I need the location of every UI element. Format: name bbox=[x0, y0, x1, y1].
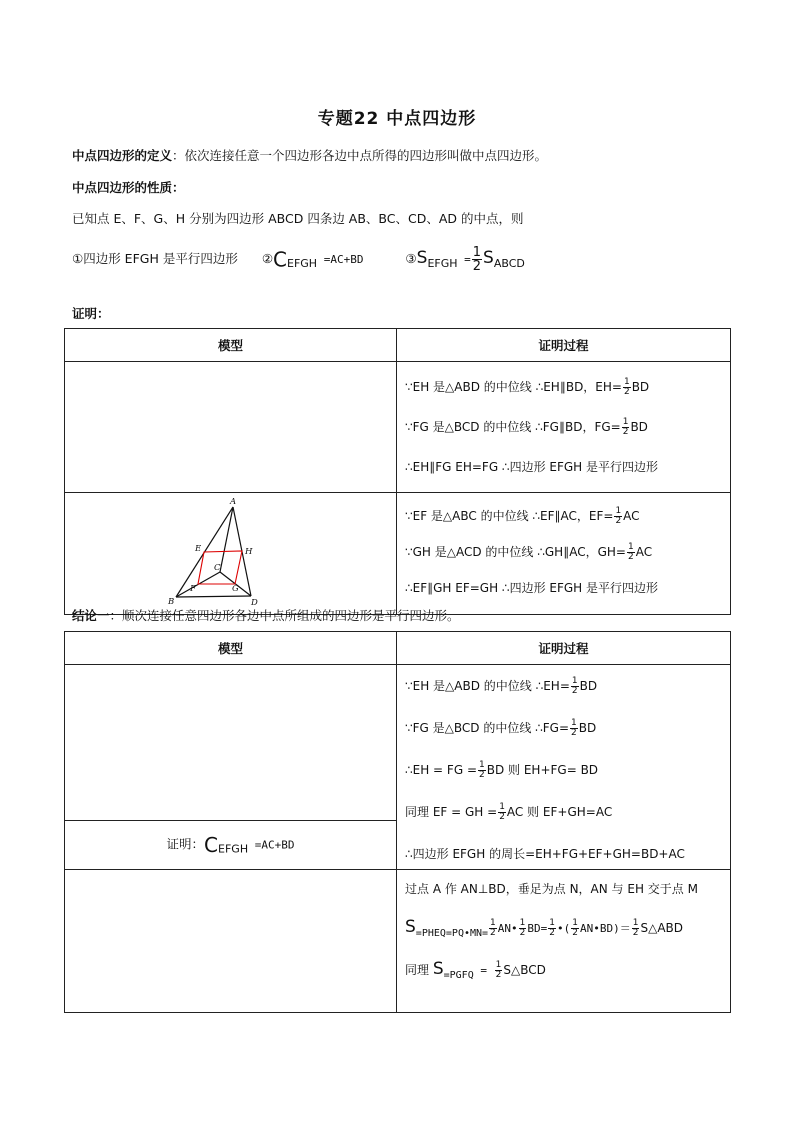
frac-num: 1 bbox=[571, 676, 578, 686]
math-text: AN• bbox=[497, 922, 518, 935]
frac-den: 2 bbox=[479, 770, 485, 780]
proof-text: 同理 EF = GH = bbox=[405, 805, 498, 819]
frac-num: 1 bbox=[571, 718, 577, 728]
proof-label: 证明： bbox=[72, 306, 110, 321]
frac-den: 2 bbox=[615, 516, 622, 526]
proof-text: BD 则 EH+FG= BD bbox=[486, 763, 599, 777]
proof-line bbox=[405, 537, 730, 573]
area-symbol: S bbox=[405, 917, 416, 937]
proof-text: ∴EH = FG = bbox=[405, 763, 477, 777]
model-figure-cell bbox=[65, 493, 397, 615]
perimeter-subscript: EFGH bbox=[218, 842, 249, 856]
perimeter-claim-cell bbox=[65, 820, 397, 869]
label-f: F bbox=[190, 584, 196, 594]
frac-num: 1 bbox=[623, 377, 630, 387]
model-cell-empty bbox=[65, 362, 397, 493]
proof-text: ∴EH∥FG EH=FG ∴四边形 EFGH 是平行四边形 bbox=[405, 460, 659, 474]
math-text: 同理 bbox=[405, 963, 433, 977]
frac-den: 2 bbox=[490, 928, 496, 938]
half-fraction bbox=[472, 246, 482, 273]
frac-num: 1 bbox=[572, 918, 578, 928]
conclusion-text: ：顺次连接任意四边形各边中点所组成的四边形是平行四边形。 bbox=[109, 608, 460, 623]
frac-num: 1 bbox=[499, 802, 505, 812]
half-fraction bbox=[623, 378, 631, 397]
proof-text: ∵EH 是△ABD 的中位线 ∴EH∥BD，EH= bbox=[405, 380, 622, 394]
proof-header: 证明过程 bbox=[397, 632, 731, 665]
properties-line bbox=[72, 246, 525, 273]
conclusion-1 bbox=[72, 606, 460, 624]
proof-line bbox=[405, 797, 730, 839]
frac-den: 2 bbox=[472, 259, 482, 274]
frac-num: 1 bbox=[490, 918, 496, 928]
property-2 bbox=[261, 247, 364, 272]
model-cell-empty bbox=[65, 870, 397, 1013]
proof-text: BD bbox=[578, 721, 597, 735]
area-subscript: EFGH bbox=[427, 257, 458, 270]
half-fraction bbox=[489, 919, 497, 938]
model-cell-empty bbox=[65, 665, 397, 821]
proof-text: AC bbox=[635, 545, 653, 559]
proof-cell-2 bbox=[397, 493, 731, 615]
proof-text: ∴EF∥GH EF=GH ∴四边形 EFGH 是平行四边形 bbox=[405, 581, 659, 595]
area-line-1: 过点 A 作 AN⊥BD，垂足为点 N，AN 与 EH 交于点 M bbox=[405, 882, 698, 896]
property-2-prefix: ② bbox=[261, 251, 274, 266]
definition-label: 中点四边形的定义 bbox=[72, 148, 173, 163]
frac-den: 2 bbox=[623, 387, 630, 397]
label-a: A bbox=[230, 497, 237, 507]
proof-line bbox=[405, 839, 730, 869]
quadrilateral-figure bbox=[65, 493, 395, 611]
perimeter-proof-cell bbox=[397, 665, 731, 870]
frac-den: 2 bbox=[632, 928, 639, 938]
proof-text: ∵EH 是△ABD 的中位线 ∴EH= bbox=[405, 679, 570, 693]
frac-den: 2 bbox=[627, 552, 634, 562]
model-header: 模型 bbox=[65, 329, 397, 362]
area-line-3 bbox=[405, 954, 730, 992]
area-symbol: S bbox=[432, 959, 444, 979]
proof-text: BD bbox=[630, 420, 648, 434]
proof-line bbox=[405, 755, 730, 797]
proof-line bbox=[405, 713, 730, 755]
frac-den: 2 bbox=[571, 728, 577, 738]
half-fraction bbox=[632, 919, 640, 938]
half-fraction bbox=[495, 961, 503, 980]
perimeter-symbol: C bbox=[204, 832, 219, 857]
area-equals: = bbox=[457, 253, 471, 266]
math-text: BD= bbox=[527, 922, 548, 935]
definition-text: ：依次连接任意一个四边形各边中点所得的四边形叫做中点四边形。 bbox=[172, 148, 548, 163]
math-text: S△ABD bbox=[640, 921, 683, 935]
property-3-prefix: ③ bbox=[405, 251, 417, 266]
proof-line bbox=[405, 501, 730, 537]
proof-text: ∵FG 是△BCD 的中位线 ∴FG∥BD，FG= bbox=[405, 420, 621, 434]
half-fraction bbox=[548, 919, 556, 938]
frac-num: 1 bbox=[472, 245, 482, 260]
perimeter-symbol: C bbox=[273, 247, 287, 272]
half-fraction bbox=[571, 919, 579, 938]
frac-num: 1 bbox=[495, 960, 502, 970]
edge-bd bbox=[176, 596, 251, 597]
frac-num: 1 bbox=[549, 918, 555, 928]
frac-den: 2 bbox=[572, 928, 578, 938]
proof-label: 证明： bbox=[166, 836, 205, 852]
math-text: S△BCD bbox=[503, 963, 546, 977]
properties-label: 中点四边形的性质： bbox=[72, 180, 185, 195]
frac-den: 2 bbox=[519, 928, 526, 938]
area-proof-cell bbox=[397, 870, 731, 1013]
label-b: B bbox=[168, 597, 175, 607]
perimeter-rest: =AC+BD bbox=[248, 838, 295, 852]
area-symbol-2: S bbox=[483, 248, 494, 268]
proof-line bbox=[405, 671, 730, 713]
frac-num: 1 bbox=[519, 918, 526, 928]
frac-num: 1 bbox=[615, 506, 622, 516]
frac-den: 2 bbox=[622, 427, 629, 437]
proof-table-2 bbox=[64, 631, 731, 1013]
math-text: •( bbox=[557, 922, 571, 935]
proof-text: AC 则 EF+GH=AC bbox=[506, 805, 613, 819]
half-fraction bbox=[622, 418, 630, 437]
label-c: C bbox=[214, 563, 221, 573]
proof-line bbox=[405, 412, 730, 452]
property-1: ①四边形 EFGH 是平行四边形 bbox=[72, 251, 238, 266]
frac-num: 1 bbox=[622, 417, 629, 427]
frac-num: 1 bbox=[632, 918, 639, 928]
property-3 bbox=[405, 245, 525, 274]
area-line-2 bbox=[405, 912, 730, 954]
frac-num: 1 bbox=[627, 542, 634, 552]
area-symbol: S bbox=[416, 248, 428, 268]
proof-table-1 bbox=[64, 328, 731, 615]
half-fraction bbox=[571, 677, 579, 696]
frac-den: 2 bbox=[499, 812, 505, 822]
proof-text: ∵EF 是△ABC 的中位线 ∴EF∥AC，EF= bbox=[405, 509, 614, 523]
proof-line bbox=[405, 573, 730, 609]
proof-text: BD bbox=[579, 679, 598, 693]
proof-text: ∵GH 是△ACD 的中位线 ∴GH∥AC，GH= bbox=[405, 545, 626, 559]
area-subscript-2: ABCD bbox=[493, 257, 525, 270]
half-fraction bbox=[570, 719, 578, 738]
label-e: E bbox=[195, 544, 202, 554]
definition-line bbox=[72, 146, 547, 164]
frac-den: 2 bbox=[549, 928, 555, 938]
proof-header: 证明过程 bbox=[397, 329, 731, 362]
math-text: AN•BD)＝ bbox=[579, 922, 631, 935]
frac-num: 1 bbox=[479, 760, 485, 770]
perimeter-subscript: EFGH bbox=[287, 257, 318, 270]
frac-den: 2 bbox=[571, 686, 578, 696]
given-text: 已知点 E、F、G、H 分别为四边形 ABCD 四条边 AB、BC、CD、AD 的中点，则 bbox=[72, 211, 524, 226]
proof-text: AC bbox=[623, 509, 640, 523]
area-subscript: =PGFQ bbox=[443, 970, 474, 981]
half-fraction bbox=[478, 761, 486, 780]
half-fraction bbox=[498, 803, 506, 822]
proof-line bbox=[405, 372, 730, 412]
half-fraction bbox=[627, 543, 635, 562]
perimeter-rest: =AC+BD bbox=[317, 253, 364, 266]
math-text: = bbox=[473, 964, 494, 977]
model-header: 模型 bbox=[65, 632, 397, 665]
label-g: G bbox=[232, 584, 239, 594]
proof-cell-1 bbox=[397, 362, 731, 493]
frac-den: 2 bbox=[495, 970, 502, 980]
proof-text: ∵FG 是△BCD 的中位线 ∴FG= bbox=[405, 721, 570, 735]
page-title: 专题22 中点四边形 bbox=[317, 109, 477, 129]
proof-line bbox=[405, 452, 730, 492]
conclusion-label: 结论一 bbox=[72, 608, 110, 623]
label-d: D bbox=[251, 598, 258, 608]
proof-text: ∴四边形 EFGH 的周长=EH+FG+EF+GH=BD+AC bbox=[405, 847, 685, 861]
label-h: H bbox=[245, 547, 253, 557]
half-fraction bbox=[519, 919, 527, 938]
area-subscript: =PHEQ=PQ•MN= bbox=[415, 928, 489, 939]
half-fraction bbox=[614, 507, 622, 526]
proof-text: BD bbox=[631, 380, 650, 394]
